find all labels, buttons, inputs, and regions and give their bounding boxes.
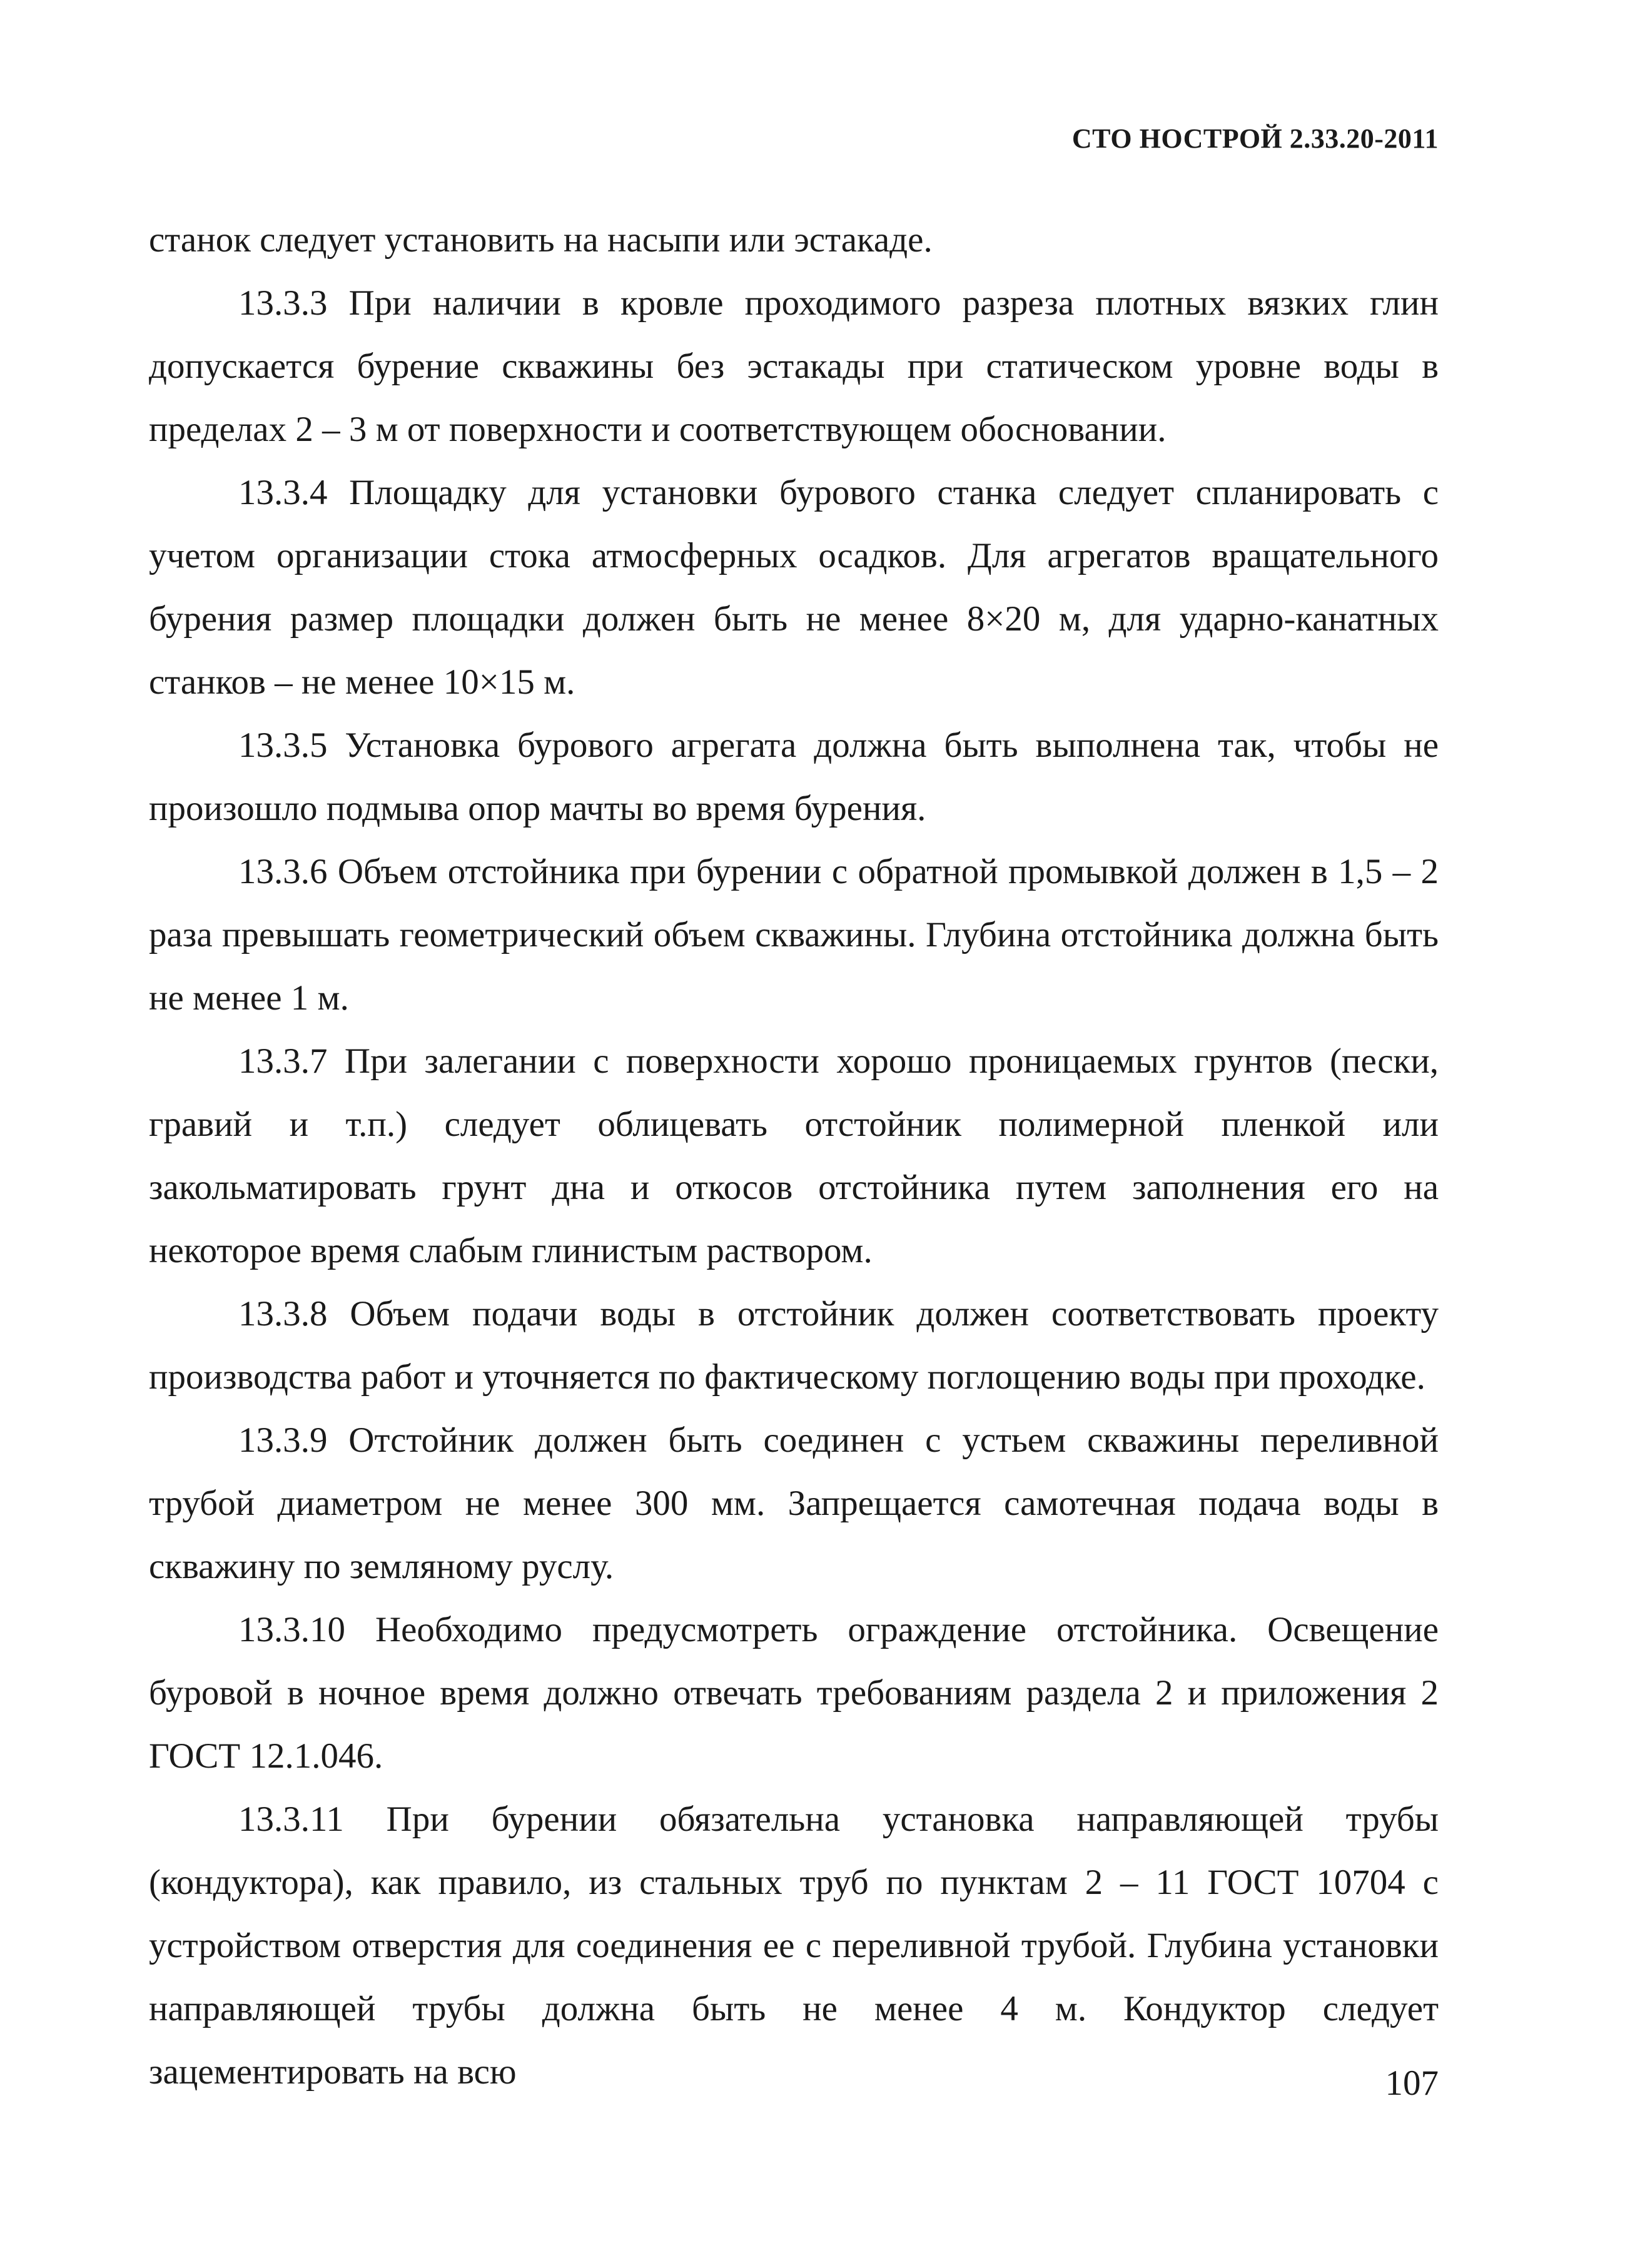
page-number: 107 <box>1385 2063 1439 2103</box>
paragraph-13-3-9: 13.3.9 Отстойник должен быть соединен с устьем скважины переливной трубой диаметром не менее 300 мм. Запрещается самотечная подача воды в скважину по земляному руслу. <box>149 1420 1439 1586</box>
paragraph-13-3-4: 13.3.4 Площадку для установки бурового станка следует спланировать с учетом организации стока атмосферных осадков. Для агрегатов вращательного бурения размер площадки должен быть не менее 8×20 м, для ударно-канатных станков – не менее 10×15 м. <box>149 473 1439 702</box>
paragraph-13-3-8: 13.3.8 Объем подачи воды в отстойник должен соответствовать проекту производства работ и уточняется по фактическому поглощению воды при проходке. <box>149 1294 1439 1397</box>
paragraph-13-3-3: 13.3.3 При наличии в кровле проходимого разреза плотных вязких глин допускается бурение скважины без эстакады при статическом уровне воды в пределах 2 – 3 м от поверхности и соответствующем обосновании. <box>149 283 1439 449</box>
paragraph-continuation: станок следует установить на насыпи или эстакаде. <box>149 220 933 260</box>
paragraph-13-3-5: 13.3.5 Установка бурового агрегата должна быть выполнена так, чтобы не произошло подмыва опор мачты во время бурения. <box>149 726 1439 828</box>
document-header-code: СТО НОСТРОЙ 2.33.20-2011 <box>1071 123 1439 154</box>
paragraph-13-3-11: 13.3.11 При бурении обязательна установка направляющей трубы (кондуктора), как правило, из стальных труб по пунктам 2 – 11 ГОСТ 10704 с устройством отверстия для соединения ее с переливной трубой. Глубина установки направляющей трубы должна быть не менее 4 м. Кондуктор следует зацементировать на всю <box>149 1800 1439 2092</box>
paragraph-13-3-7: 13.3.7 При залегании с поверхности хорошо проницаемых грунтов (пески, гравий и т.п.) следует облицевать отстойник полимерной пленкой или закольматировать грунт дна и откосов отстойника путем заполнения его на некоторое время слабым глинистым раствором. <box>149 1041 1439 1270</box>
document-body <box>149 208 1439 2103</box>
paragraph-13-3-6: 13.3.6 Объем отстойника при бурении с обратной промывкой должен в 1,5 – 2 раза превышать геометрический объем скважины. Глубина отстойника должна быть не менее 1 м. <box>149 852 1439 1018</box>
paragraph-13-3-10: 13.3.10 Необходимо предусмотреть ограждение отстойника. Освещение буровой в ночное время должно отвечать требованиям раздела 2 и приложения 2 ГОСТ 12.1.046. <box>149 1610 1439 1776</box>
